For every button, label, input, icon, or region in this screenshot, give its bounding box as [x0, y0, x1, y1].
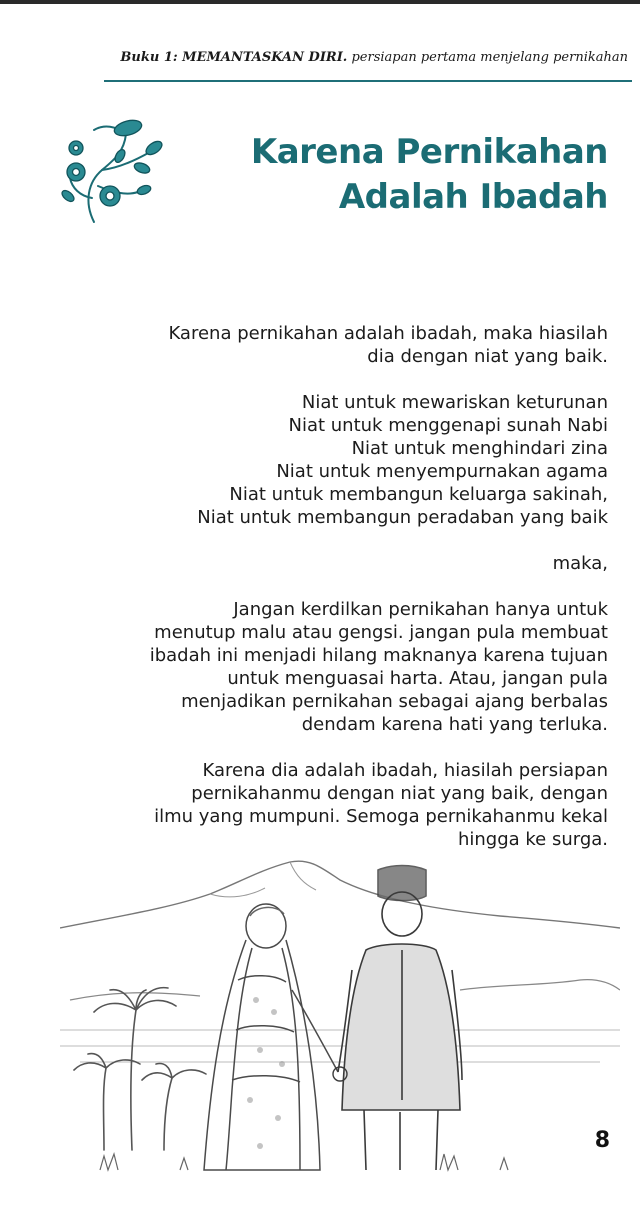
running-header	[120, 50, 628, 65]
text-line: Niat untuk membangun keluarga sakinah,	[229, 484, 608, 505]
header-divider	[104, 80, 632, 82]
wedding-couple-illustration	[60, 850, 620, 1185]
book-label: Buku 1: MEMANTASKAN DIRI.	[120, 50, 348, 65]
text-line: dendam karena hati yang terluka.	[301, 714, 608, 735]
text-line: Niat untuk menyempurnakan agama	[276, 461, 608, 482]
top-border	[0, 0, 640, 4]
text-line: Niat untuk membangun peradaban yang baik	[197, 507, 608, 528]
text-line: Karena dia adalah ibadah, hiasilah persiapan	[202, 760, 608, 781]
text-line: Niat untuk menghindari zina	[351, 438, 608, 459]
page-title	[251, 130, 608, 220]
text-line: menjadikan pernikahan sebagai ajang berbalas	[181, 691, 608, 712]
text-line: maka,	[552, 553, 608, 574]
text-line: menutup malu atau gengsi. jangan pula membuat	[154, 622, 608, 643]
text-line: Karena pernikahan adalah ibadah, maka hiasilah	[168, 323, 608, 344]
body-text	[68, 322, 608, 851]
text-line: pernikahanmu dengan niat yang baik, dengan	[191, 783, 608, 804]
page-number: 8	[594, 1128, 610, 1153]
book-subtitle: persiapan pertama menjelang pernikahan	[347, 50, 628, 65]
text-line: Niat untuk mewariskan keturunan	[301, 392, 608, 413]
text-line: dia dengan niat yang baik.	[367, 346, 608, 367]
title-line: Adalah Ibadah	[338, 177, 608, 217]
text-line: ibadah ini menjadi hilang maknanya karena tujuan	[149, 645, 608, 666]
text-line: untuk menguasai harta. Atau, jangan pula	[227, 668, 608, 689]
text-line: ilmu yang mumpuni. Semoga pernikahanmu kekal	[154, 806, 608, 827]
text-line: Niat untuk menggenapi sunah Nabi	[288, 415, 608, 436]
text-line: Jangan kerdilkan pernikahan hanya untuk	[233, 599, 608, 620]
title-line: Karena Pernikahan	[250, 132, 608, 172]
text-line: hingga ke surga.	[457, 829, 608, 850]
floral-ornament-icon	[54, 112, 174, 230]
